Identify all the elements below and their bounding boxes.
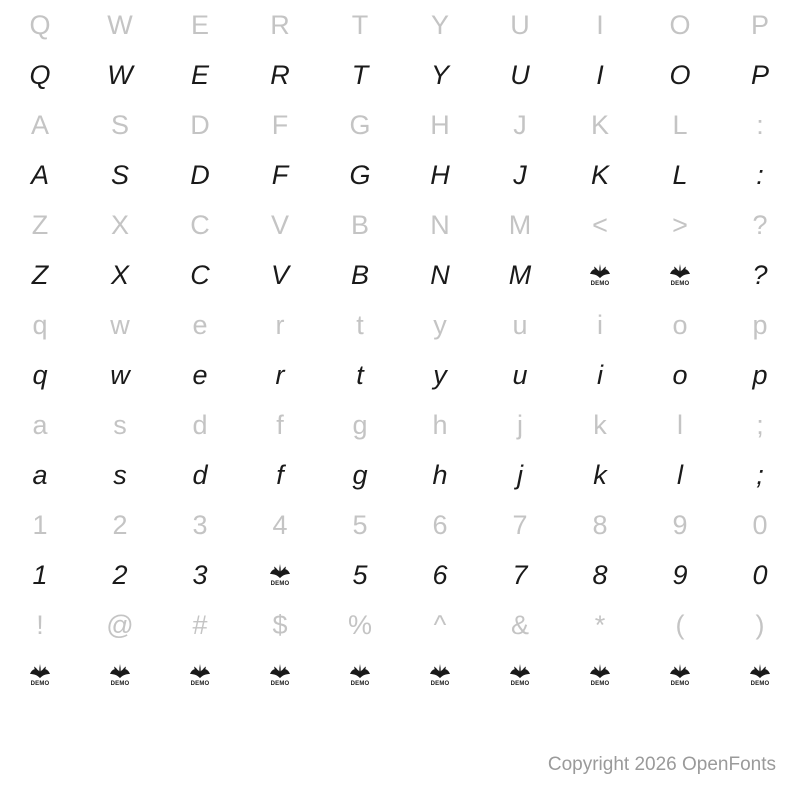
- glyph-cell: G: [349, 159, 371, 190]
- glyph-cell: 0: [752, 559, 768, 590]
- glyph-cell: y: [433, 309, 447, 340]
- glyph-cell: Y: [430, 9, 449, 40]
- glyph-cell: 7: [512, 509, 528, 540]
- glyph-cell: S: [110, 159, 129, 190]
- demo-watermark-icon: DEMO: [640, 250, 720, 300]
- glyph-cell: 6: [432, 559, 448, 590]
- glyph-cell: V: [270, 209, 289, 240]
- glyph-cell: F: [271, 109, 289, 140]
- glyph-cell: i: [597, 359, 603, 390]
- demo-watermark-icon: DEMO: [720, 650, 800, 700]
- glyph-cell: i: [597, 309, 603, 340]
- glyph-cell: r: [275, 359, 285, 390]
- demo-watermark-icon: DEMO: [560, 650, 640, 700]
- glyph-cell: K: [590, 159, 609, 190]
- glyph-cell: q: [32, 359, 48, 390]
- glyph-cell: w: [110, 309, 130, 340]
- glyph-cell: R: [270, 59, 290, 90]
- copyright-notice: Copyright 2026 OpenFonts: [547, 754, 776, 775]
- glyph-cell: I: [596, 9, 604, 40]
- glyph-cell: !: [36, 609, 44, 640]
- glyph-cell: t: [356, 309, 364, 340]
- glyph-cell: Z: [31, 209, 49, 240]
- glyph-cell: L: [672, 109, 688, 140]
- glyph-cell: 2: [112, 559, 128, 590]
- glyph-cell: s: [113, 409, 127, 440]
- glyph-cell: M: [508, 209, 532, 240]
- glyph-cell: h: [432, 409, 448, 440]
- glyph-cell: X: [110, 209, 129, 240]
- glyph-cell: M: [508, 259, 532, 290]
- glyph-cell: 1: [32, 559, 48, 590]
- glyph-cell: k: [593, 459, 607, 490]
- glyph-cell: 4: [272, 509, 288, 540]
- glyph-cell: S: [110, 109, 129, 140]
- glyph-cell: U: [510, 9, 530, 40]
- glyph-cell: 5: [352, 559, 368, 590]
- glyph-cell: u: [512, 309, 528, 340]
- glyph-cell: s: [113, 459, 127, 490]
- glyph-cell: *: [594, 609, 606, 640]
- glyph-cell: B: [350, 259, 369, 290]
- glyph-cell: t: [356, 359, 364, 390]
- glyph-cell: a: [32, 409, 48, 440]
- demo-watermark-icon: DEMO: [480, 650, 560, 700]
- glyph-cell: :: [756, 159, 764, 190]
- glyph-cell: N: [430, 259, 450, 290]
- glyph-cell: j: [517, 459, 523, 490]
- glyph-cell: o: [672, 309, 688, 340]
- glyph-cell: N: [430, 209, 450, 240]
- glyph-cell: O: [669, 59, 691, 90]
- glyph-cell: P: [750, 59, 769, 90]
- glyph-cell: T: [351, 9, 369, 40]
- glyph-cell: Y: [430, 59, 449, 90]
- glyph-cell: @: [106, 609, 134, 640]
- glyph-cell: :: [756, 109, 764, 140]
- demo-watermark-icon: DEMO: [320, 650, 400, 700]
- glyph-cell: g: [352, 409, 368, 440]
- glyph-cell: f: [276, 459, 284, 490]
- glyph-cell: H: [430, 159, 450, 190]
- glyph-cell: J: [513, 159, 527, 190]
- glyph-cell: k: [593, 409, 607, 440]
- glyph-cell: D: [190, 109, 210, 140]
- glyph-cell: X: [110, 259, 129, 290]
- glyph-cell: o: [672, 359, 688, 390]
- glyph-cell: 1: [32, 509, 48, 540]
- glyph-cell: E: [190, 9, 209, 40]
- glyph-cell: 8: [592, 559, 608, 590]
- glyph-cell: F: [271, 159, 289, 190]
- glyph-cell: G: [349, 109, 371, 140]
- glyph-cell: U: [510, 59, 530, 90]
- glyph-cell: d: [192, 409, 208, 440]
- glyph-cell: j: [517, 409, 523, 440]
- glyph-cell: g: [352, 459, 368, 490]
- glyph-cell: E: [190, 59, 209, 90]
- glyph-cell: K: [590, 109, 609, 140]
- glyph-cell: J: [513, 109, 527, 140]
- glyph-cell: C: [190, 259, 210, 290]
- glyph-cell: ;: [756, 409, 764, 440]
- glyph-cell: 9: [672, 559, 688, 590]
- demo-watermark-icon: DEMO: [0, 650, 80, 700]
- glyph-cell: p: [752, 359, 768, 390]
- demo-watermark-icon: DEMO: [400, 650, 480, 700]
- glyph-cell: ?: [752, 259, 768, 290]
- glyph-cell: A: [30, 159, 49, 190]
- glyph-cell: d: [192, 459, 208, 490]
- glyph-cell: R: [270, 9, 290, 40]
- glyph-cell: q: [32, 309, 48, 340]
- glyph-cell: &: [510, 609, 529, 640]
- glyph-cell: B: [350, 209, 369, 240]
- glyph-cell: W: [107, 9, 133, 40]
- glyph-cell: Q: [29, 9, 51, 40]
- glyph-cell: O: [669, 9, 691, 40]
- glyph-cell: (: [675, 609, 685, 640]
- glyph-cell: D: [190, 159, 210, 190]
- glyph-cell: V: [270, 259, 289, 290]
- glyph-cell: >: [672, 209, 688, 240]
- glyph-cell: Q: [29, 59, 51, 90]
- glyph-cell: $: [272, 609, 288, 640]
- glyph-cell: e: [192, 359, 208, 390]
- demo-watermark-icon: DEMO: [640, 650, 720, 700]
- glyph-cell: l: [677, 409, 683, 440]
- demo-watermark-icon: DEMO: [240, 650, 320, 700]
- glyph-cell: r: [275, 309, 285, 340]
- glyph-cell: H: [430, 109, 450, 140]
- glyph-cell: 6: [432, 509, 448, 540]
- demo-watermark-icon: DEMO: [80, 650, 160, 700]
- glyph-cell: 9: [672, 509, 688, 540]
- glyph-cell: Z: [31, 259, 49, 290]
- glyph-cell: e: [192, 309, 208, 340]
- glyph-cell: L: [672, 159, 688, 190]
- glyph-cell: f: [276, 409, 284, 440]
- demo-watermark-icon: DEMO: [560, 250, 640, 300]
- glyph-cell: ^: [433, 609, 447, 640]
- glyph-cell: 5: [352, 509, 368, 540]
- glyph-cell: T: [351, 59, 369, 90]
- glyph-cell: <: [592, 209, 608, 240]
- glyph-cell: 2: [112, 509, 128, 540]
- glyph-cell: h: [432, 459, 448, 490]
- glyph-cell: ?: [752, 209, 768, 240]
- glyph-cell: a: [32, 459, 48, 490]
- glyph-cell: I: [596, 59, 604, 90]
- glyph-cell: 3: [192, 509, 208, 540]
- glyph-cell: ;: [756, 459, 764, 490]
- glyph-cell: ): [755, 609, 765, 640]
- glyph-cell: #: [192, 609, 208, 640]
- glyph-cell: u: [512, 359, 528, 390]
- demo-watermark-icon: DEMO: [160, 650, 240, 700]
- glyph-cell: 8: [592, 509, 608, 540]
- glyph-cell: 3: [192, 559, 208, 590]
- glyph-cell: P: [750, 9, 769, 40]
- glyph-cell: w: [110, 359, 130, 390]
- glyph-cell: A: [30, 109, 49, 140]
- glyph-cell: C: [190, 209, 210, 240]
- glyph-cell: %: [347, 609, 372, 640]
- glyph-cell: W: [107, 59, 133, 90]
- glyph-cell: l: [677, 459, 683, 490]
- glyph-cell: y: [433, 359, 447, 390]
- glyph-cell: 0: [752, 509, 768, 540]
- demo-watermark-icon: DEMO: [240, 550, 320, 600]
- glyph-cell: 7: [512, 559, 528, 590]
- glyph-cell: p: [752, 309, 768, 340]
